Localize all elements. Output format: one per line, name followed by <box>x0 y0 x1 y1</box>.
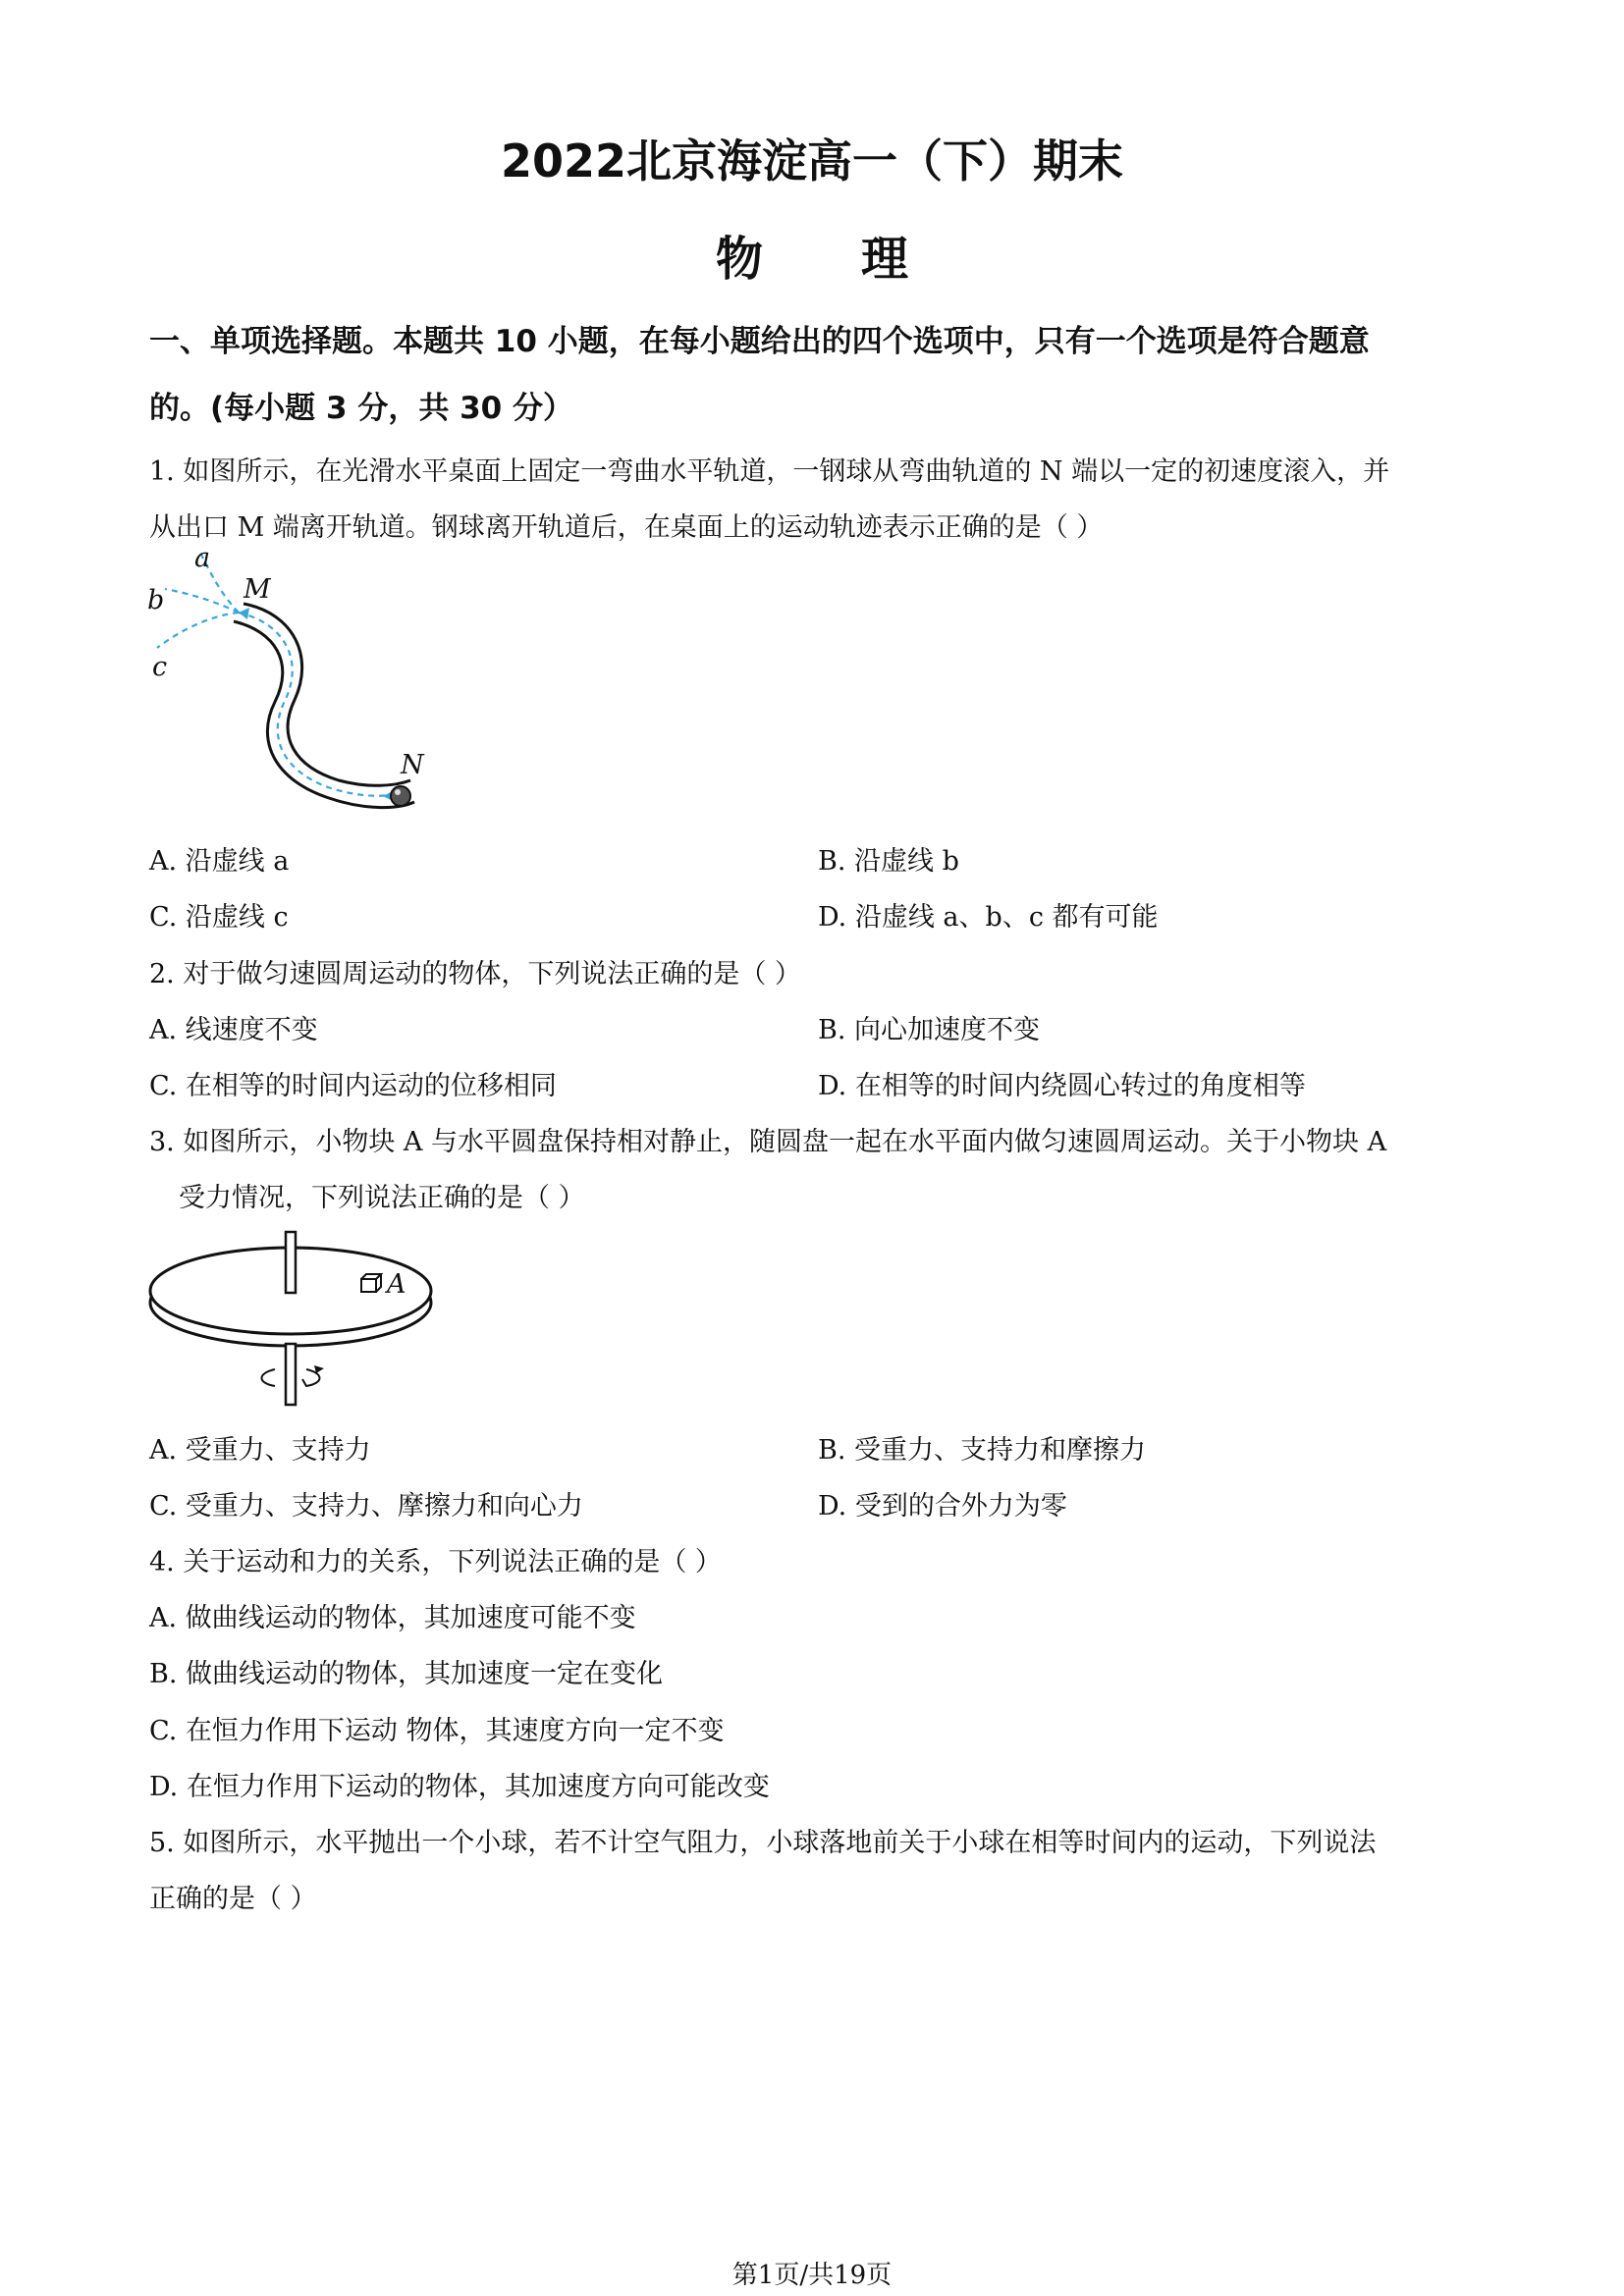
page-title: 2022北京海淀高一（下）期末 <box>500 134 1124 187</box>
q4-option-b[interactable]: B. 做曲线运动的物体，其加速度一定在变化 <box>149 1659 664 1689</box>
q4-option-d[interactable]: D. 在恒力作用下运动的物体，其加速度方向可能改变 <box>149 1772 770 1802</box>
label-A: A <box>387 1269 406 1300</box>
section-heading-line-2: 的。(每小题 3 分，共 30 分） <box>149 391 574 426</box>
q1-stem-line-2: 从出口 M 端离开轨道。钢球离开轨道后，在桌面上的运动轨迹表示正确的是（ ） <box>149 512 1104 543</box>
track-inner-wall <box>244 604 410 785</box>
q1-option-d[interactable]: D. 沿虚线 a、b、c 都有可能 <box>818 902 1159 933</box>
track-arrow-top <box>239 608 249 619</box>
q4-stem: 4. 关于运动和力的关系，下列说法正确的是（ ） <box>149 1547 722 1577</box>
track-outer-wall <box>234 621 414 808</box>
q4-option-a[interactable]: A. 做曲线运动的物体，其加速度可能不变 <box>149 1603 636 1633</box>
q1-option-b[interactable]: B. 沿虚线 b <box>818 846 959 877</box>
q3-option-c[interactable]: C. 受重力、支持力、摩擦力和向心力 <box>149 1491 583 1522</box>
q2-stem: 2. 对于做匀速圆周运动的物体，下列说法正确的是（ ） <box>149 959 801 989</box>
q5-stem-line-2: 正确的是（ ） <box>149 1884 317 1914</box>
q3-option-a[interactable]: A. 受重力、支持力 <box>149 1435 371 1466</box>
label-M: M <box>244 574 271 605</box>
q2-option-b[interactable]: B. 向心加速度不变 <box>818 1015 1041 1045</box>
block-A <box>361 1279 376 1292</box>
q3-disk-figure <box>147 1232 452 1409</box>
label-c: c <box>152 652 168 682</box>
q1-option-a[interactable]: A. 沿虚线 a <box>149 846 290 877</box>
q3-stem-line-1: 3. 如图所示，小物块 A 与水平圆盘保持相对静止，随圆盘一起在水平面内做匀速圆周运动。关于小物块 A <box>149 1127 1387 1157</box>
q3-option-b[interactable]: B. 受重力、支持力和摩擦力 <box>818 1435 1147 1466</box>
q3-option-d[interactable]: D. 受到的合外力为零 <box>818 1491 1067 1522</box>
subject-title: 物理 <box>715 232 1006 287</box>
q1-track-figure <box>137 545 432 820</box>
q3-stem-line-2: 受力情况，下列说法正确的是（ ） <box>179 1183 585 1213</box>
q2-option-a[interactable]: A. 线速度不变 <box>149 1015 318 1045</box>
steel-ball <box>391 786 410 806</box>
label-a: a <box>194 543 211 573</box>
label-b: b <box>147 585 165 615</box>
axle-top <box>286 1232 296 1293</box>
q2-option-c[interactable]: C. 在相等的时间内运动的位移相同 <box>149 1071 557 1101</box>
axle-bottom <box>286 1344 296 1405</box>
q5-stem-line-1: 5. 如图所示，水平抛出一个小球，若不计空气阻力，小球落地前关于小球在相等时间内的运动，下列说法 <box>149 1828 1377 1858</box>
q2-option-d[interactable]: D. 在相等的时间内绕圆心转过的角度相等 <box>818 1071 1306 1101</box>
path-c <box>157 613 239 648</box>
track-centerline <box>239 613 405 796</box>
q1-stem-line-1: 1. 如图所示，在光滑水平桌面上固定一弯曲水平轨道，一钢球从弯曲轨道的 N 端以一定的初速度滚入，并 <box>149 456 1390 487</box>
q4-option-c[interactable]: C. 在恒力作用下运动 物体，其速度方向一定不变 <box>149 1716 725 1746</box>
section-heading-line-1: 一、单项选择题。本题共 10 小题，在每小题给出的四个选项中，只有一个选项是符合题意 <box>149 324 1370 359</box>
page-footer: 第1页/共19页 <box>731 2261 893 2290</box>
label-N: N <box>401 750 424 780</box>
q1-option-c[interactable]: C. 沿虚线 c <box>149 902 289 933</box>
